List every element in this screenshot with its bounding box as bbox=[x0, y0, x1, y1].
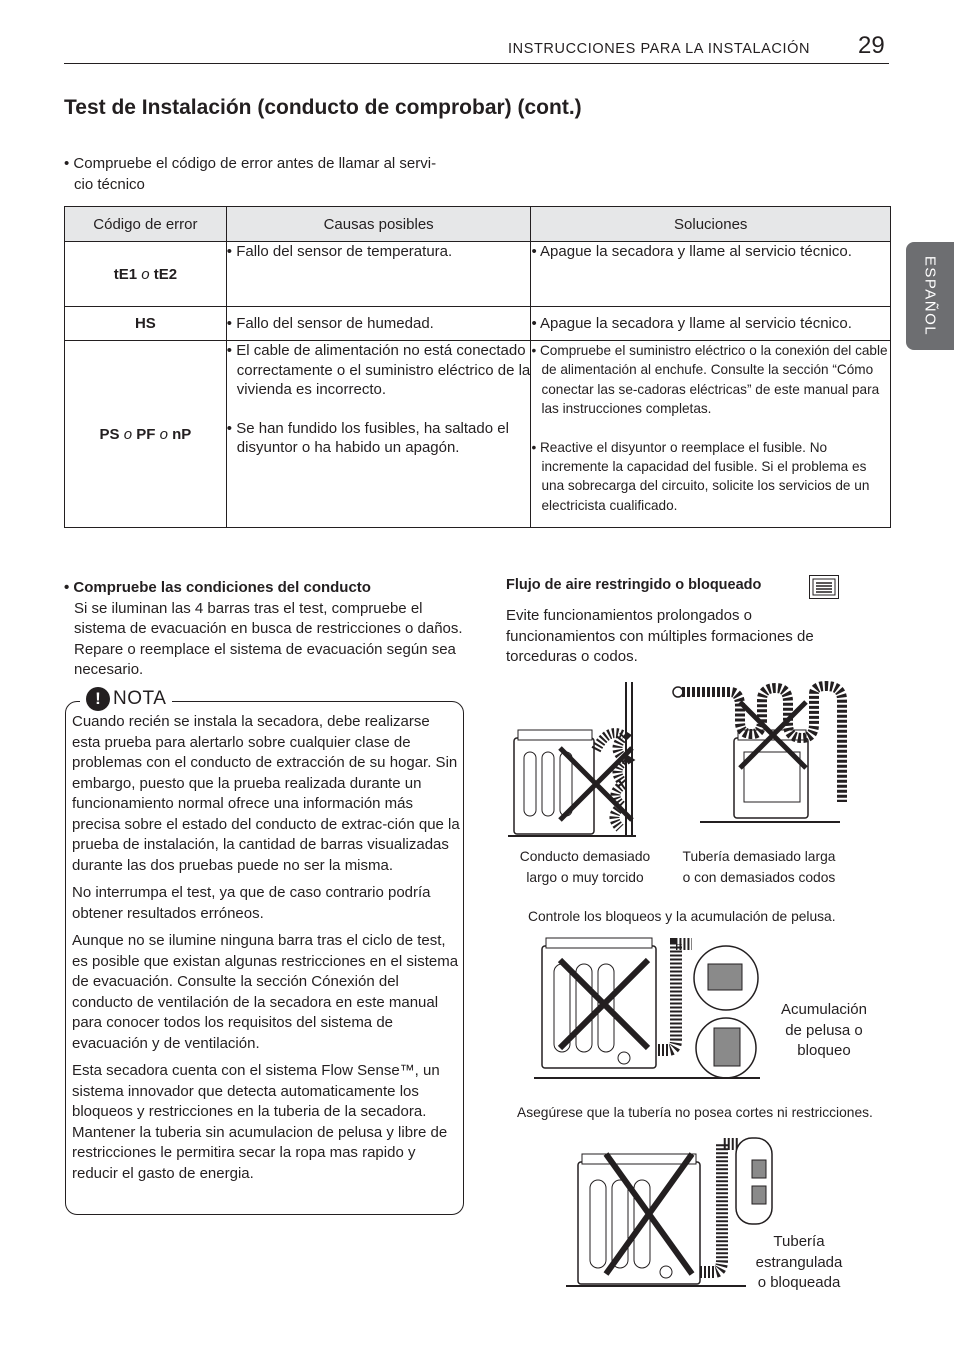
cause-text: • Se han fundido los fusibles, ha saltado el disyuntor o ha habido un apagón. bbox=[226, 419, 509, 456]
cause-text: • Fallo del sensor de humedad. bbox=[226, 314, 434, 332]
intro-line-1: • Compruebe el código de error antes de llamar al servi- bbox=[64, 155, 437, 172]
note-paragraph: No interrumpa el test, ya que de caso contrario podría obtener resultados erróneos. bbox=[72, 884, 431, 922]
language-tab-label: ESPAÑOL bbox=[921, 255, 939, 337]
label-line: Tubería bbox=[773, 1233, 825, 1250]
error-code-cell bbox=[65, 341, 227, 528]
solution-cell bbox=[531, 341, 891, 528]
caption-line: Tubería demasiado larga bbox=[682, 849, 836, 864]
solution-text: • Compruebe el suministro eléctrico o la conexión del cable de alimentación al enchufe. Consulte la sección “Cómo conectar las se-cadoras eléctricas” de este manual para las instrucciones completas. bbox=[531, 343, 888, 417]
note-paragraph: Esta secadora cuenta con el sistema Flow Sense™, un sistema innovador que detecta automaticamente los bloqueos y restricciones en la tuberia de la secadora. Mantener la tuberia sin acumulacion de pelusa y libre de restricciones le permitira secar la ropa mas rapido y reducir el gasto de energia. bbox=[72, 1062, 448, 1182]
error-code: PS bbox=[99, 425, 120, 443]
elbow-duct-illustration bbox=[670, 682, 842, 832]
note-paragraph: Aunque no se ilumine ninguna barra tras el ciclo de test, es posible que existan algunas restricciones en el sistema de evacuación. Consulte la sección Cónexión del conducto de ventilación de la secadora en este manual para conocer todos los requisitos del sistema de evacuación y de ventilación. bbox=[72, 932, 459, 1052]
label-line: de pelusa o bbox=[785, 1021, 863, 1039]
col-header-causes: Causas posibles bbox=[226, 207, 531, 242]
error-code-cell: HS bbox=[65, 307, 227, 341]
code-separator: o bbox=[159, 425, 168, 443]
table-row bbox=[65, 242, 891, 307]
cause-cell bbox=[226, 307, 531, 341]
table-header-row bbox=[65, 207, 891, 242]
page-number: 29 bbox=[858, 32, 885, 59]
duct-check-section bbox=[64, 578, 464, 681]
lint-filter-icon bbox=[809, 575, 839, 599]
code-separator: o bbox=[123, 425, 133, 443]
code-separator: o bbox=[141, 265, 150, 283]
solution-text: • Reactive el disyuntor o reemplace el fusible. No incremente la capacidad del fusible. Si el problema es una sobrecarga del circuito, solicite los servicios de un electricista cualificado. bbox=[531, 439, 870, 513]
label-line: o bloqueada bbox=[757, 1274, 841, 1291]
table-row bbox=[65, 307, 891, 341]
note-paragraph: Cuando recién se instala la secadora, debe realizarse esta prueba para alertarlo sobre cualquier clase de problemas con el conducto de extracción de su hogar. Sin embargo, puesto que la prueba realizada durante un funcionamiento normal ofrece una información más precisa sobre el estado del conducto de extrac-ción que la prueba de instalación, la cantidad de barras visualizadas durante las dos pruebas puede no ser la misma. bbox=[72, 713, 460, 874]
page-title: Test de Instalación (conducto de comprobar) (cont.) bbox=[64, 96, 582, 119]
cause-text: • Fallo del sensor de temperatura. bbox=[226, 243, 453, 260]
solution-cell bbox=[531, 242, 891, 307]
exclamation-icon: ! bbox=[86, 687, 110, 711]
lint-buildup-illustration bbox=[530, 930, 762, 1082]
label-line: estrangulada bbox=[755, 1253, 843, 1271]
caption-no-cuts: Asegúrese que la tubería no posea cortes ni restricciones. bbox=[517, 1105, 873, 1120]
language-tab bbox=[906, 242, 954, 350]
caption-elbow-duct bbox=[676, 846, 842, 888]
error-code: nP bbox=[172, 425, 192, 443]
error-code: PF bbox=[136, 425, 156, 443]
running-header: INSTRUCCIONES PARA LA INSTALACIÓN bbox=[508, 41, 811, 57]
label-line: Acumulación bbox=[781, 1001, 867, 1018]
solution-text: • Apague la secadora y llame al servicio técnico. bbox=[531, 243, 852, 260]
caption-line: Conducto demasiado bbox=[519, 849, 651, 864]
error-code: tE2 bbox=[153, 265, 178, 283]
airflow-heading: Flujo de aire restringido o bloqueado bbox=[506, 577, 762, 593]
solution-text: • Apague la secadora y llame al servicio técnico. bbox=[531, 314, 852, 332]
caption-line: largo o muy torcido bbox=[526, 870, 644, 885]
intro-text bbox=[64, 154, 474, 195]
solution-cell bbox=[531, 307, 891, 341]
caption-twisted-duct bbox=[510, 846, 660, 888]
cause-cell bbox=[226, 242, 531, 307]
error-code-table bbox=[64, 206, 891, 528]
duct-check-body: Si se iluminan las 4 barras tras el test, compruebe el sistema de evacuación en busca de restricciones o daños. Repare o reemplace el sistema de evacuación según sea necesario. bbox=[74, 599, 463, 678]
cause-cell bbox=[226, 341, 531, 528]
caption-lint-check: Controle los bloqueos y la acumulación de pelusa. bbox=[528, 909, 836, 924]
col-header-solutions: Soluciones bbox=[531, 207, 891, 242]
crushed-duct-label bbox=[740, 1232, 858, 1294]
error-code-cell bbox=[65, 242, 227, 307]
intro-line-2: cio técnico bbox=[74, 175, 145, 193]
col-header-code: Código de error bbox=[65, 207, 227, 242]
twisted-duct-illustration bbox=[508, 680, 638, 840]
airflow-body: Evite funcionamientos prolongados o funcionamientos con múltiples formaciones de torceduras o codos. bbox=[506, 607, 814, 665]
error-code: tE1 bbox=[113, 265, 138, 283]
note-header bbox=[80, 687, 172, 711]
header-rule bbox=[64, 63, 889, 64]
duct-check-heading: • Compruebe las condiciones del conducto bbox=[64, 579, 371, 596]
cause-text: • El cable de alimentación no está conectado correctamente o el suministro eléctrico de la vivienda es incorrecto. bbox=[226, 342, 531, 398]
lint-buildup-label bbox=[764, 1000, 884, 1062]
note-label: NOTA bbox=[113, 688, 167, 709]
caption-line: o con demasiados codos bbox=[682, 870, 836, 885]
table-row bbox=[65, 341, 891, 528]
note-text bbox=[72, 712, 460, 1191]
label-line: bloqueo bbox=[797, 1042, 851, 1059]
